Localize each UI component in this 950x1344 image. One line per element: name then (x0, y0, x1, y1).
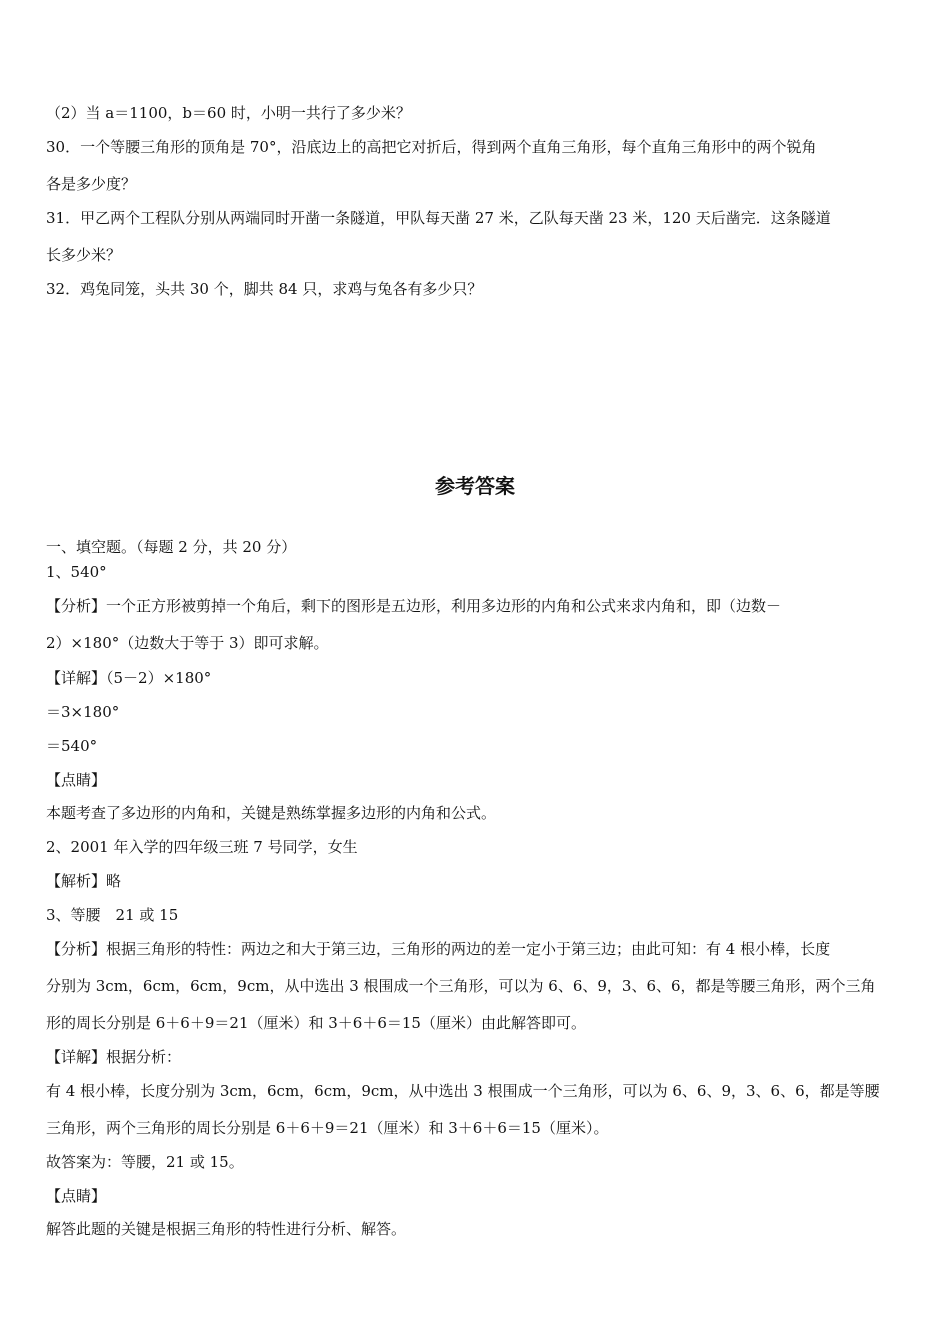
answer-1-step-1: ＝3×180° (46, 703, 120, 721)
answer-3-comment: 解答此题的关键是根据三角形的特性进行分析、解答。 (46, 1220, 407, 1238)
question-31-line-1: 31．甲乙两个工程队分别从两端同时开凿一条隧道，甲队每天凿 27 米，乙队每天凿 23 米，120 天后凿完．这条隧道 (46, 209, 831, 227)
answer-1: 1、540° (46, 563, 107, 581)
answers-title: 参考答案 (435, 474, 515, 498)
question-32: 32．鸡兔同笼，头共 30 个，脚共 84 只，求鸡与兔各有多少只？ (46, 280, 483, 298)
answer-3-analysis-line-1: 【分析】根据三角形的特性：两边之和大于第三边，三角形的两边的差一定小于第三边；由此可知：有 4 根小棒，长度 (46, 940, 831, 958)
answer-3-comment-label: 【点睛】 (46, 1187, 107, 1205)
answer-3-analysis-line-2: 分别为 3cm，6cm，6cm，9cm，从中选出 3 根围成一个三角形，可以为 6、6、9，3、6、6，都是等腰三角形，两个三角 (46, 977, 876, 995)
answer-1-analysis-line-1: 【分析】一个正方形被剪掉一个角后，剩下的图形是五边形，利用多边形的内角和公式来求内角和，即（边数－ (46, 597, 782, 615)
question-31-line-2: 长多少米？ (46, 246, 122, 264)
answer-1-comment-label: 【点睛】 (46, 771, 107, 789)
answer-1-step-2: ＝540° (46, 737, 98, 755)
answer-3-detail: 【详解】根据分析： (46, 1048, 182, 1066)
question-29-part-2: （2）当 a＝1100，b＝60 时，小明一共行了多少米？ (46, 104, 411, 122)
answer-3-detail-line-2: 三角形，两个三角形的周长分别是 6＋6＋9＝21（厘米）和 3＋6＋6＝15（厘米）。 (46, 1119, 609, 1137)
answer-3-analysis-line-3: 形的周长分别是 6＋6＋9＝21（厘米）和 3＋6＋6＝15（厘米）由此解答即可。 (46, 1014, 586, 1032)
section-1-header: 一、填空题。（每题 2 分，共 20 分） (46, 538, 297, 556)
answer-3-detail-line-1: 有 4 根小棒，长度分别为 3cm，6cm，6cm，9cm，从中选出 3 根围成一个三角形，可以为 6、6、9，3、6、6，都是等腰 (46, 1082, 880, 1100)
answer-3-conclusion: 故答案为：等腰，21 或 15。 (46, 1153, 244, 1171)
question-30-line-2: 各是多少度？ (46, 175, 137, 193)
answer-2: 2、2001 年入学的四年级三班 7 号同学，女生 (46, 838, 358, 856)
answer-2-analysis: 【解析】略 (46, 872, 122, 890)
answer-1-comment: 本题考查了多边形的内角和，关键是熟练掌握多边形的内角和公式。 (46, 804, 497, 822)
answer-1-analysis-line-2: 2）×180°（边数大于等于 3）即可求解。 (46, 634, 329, 652)
answer-3: 3、等腰 21 或 15 (46, 906, 179, 924)
question-30-line-1: 30．一个等腰三角形的顶角是 70°，沿底边上的高把它对折后，得到两个直角三角形，每个直角三角形中的两个锐角 (46, 138, 817, 156)
answer-1-detail: 【详解】（5－2）×180° (46, 669, 212, 687)
